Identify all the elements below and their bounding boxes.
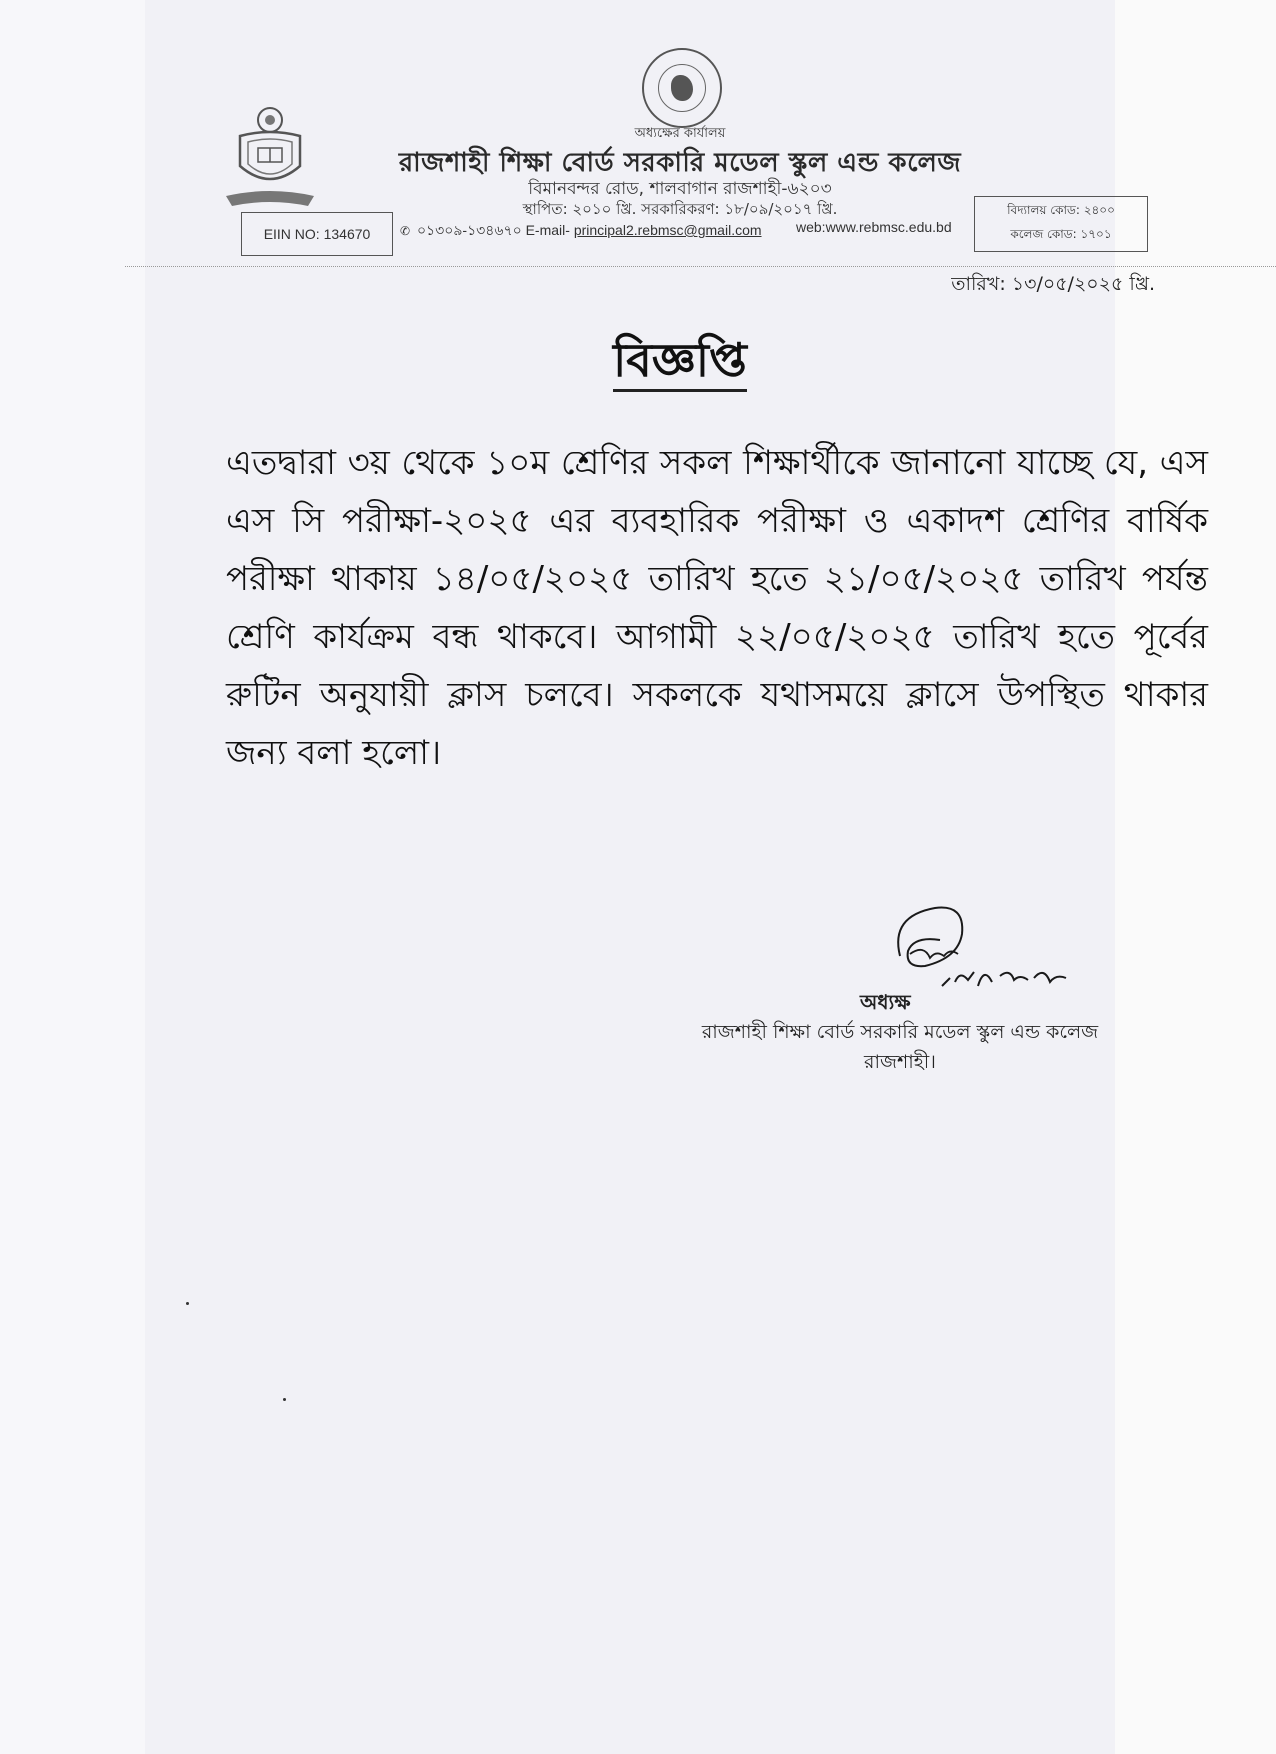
notice-body: এতদ্বারা ৩য় থেকে ১০ম শ্রেণির সকল শিক্ষার্থীকে জানানো যাচ্ছে যে, এস এস সি পরীক্ষা-২০২৫ এর ব্যবহারিক পরীক্ষা ও একাদশ শ্রেণির বার্ষিক পরীক্ষা থাকায় ১৪/০৫/২০২৫ তারিখ হতে ২১/০৫/২০২৫ তারিখ পর্যন্ত শ্রেণি কার্যক্রম বন্ধ থাকবে। আগামী ২২/০৫/২০২৫ তারিখ হতে পূর্বের রুটিন অনুযায়ী ক্লাস চলবে। সকলকে যথাসময়ে ক্লাসে উপস্থিত থাকার জন্য বলা হলো।: [226, 443, 1208, 773]
scan-speck: [283, 1398, 286, 1401]
signer-designation: অধ্যক্ষ: [860, 990, 911, 1014]
notice-title: [560, 326, 800, 402]
phone-icon: ✆: [400, 224, 411, 238]
eiin-box: EIIN NO: 134670: [241, 212, 393, 256]
contact-line: [400, 219, 770, 243]
school-code: বিদ্যালয় কোড: ২৪০০: [1007, 203, 1115, 217]
website-link[interactable]: web:www.rebmsc.edu.bd: [796, 219, 952, 235]
phone-number: ০১৩০৯-১৩৪৬৭০: [416, 222, 522, 238]
signer-institution: রাজশাহী শিক্ষা বোর্ড সরকারি মডেল স্কুল এন্ড কলেজ: [701, 1021, 1099, 1043]
office-line: অধ্যক্ষের কার্যালয়: [634, 126, 726, 141]
notice-title-text: বিজ্ঞপ্তি: [613, 333, 747, 392]
signature-date: ১৩/০৫/২০২৫: [965, 981, 971, 982]
established-line: স্থাপিত: ২০১০ খ্রি. সরকারিকরণ: ১৮/০৯/২০১৭ খ্রি.: [522, 200, 838, 218]
signer-city: রাজশাহী।: [864, 1051, 936, 1073]
government-seal-icon: [642, 48, 722, 128]
header-divider: [125, 266, 1276, 267]
email-link[interactable]: principal2.rebmsc@gmail.com: [573, 222, 762, 238]
code-box: [974, 196, 1148, 252]
address-line: বিমানবন্দর রোড, শালবাগান রাজশাহী-৬২০৩: [528, 179, 832, 199]
college-code: কলেজ কোড: ১৭০১: [1010, 227, 1112, 241]
scan-speck: [186, 1302, 189, 1305]
email-prefix: E-mail-: [525, 222, 570, 238]
notice-date: তারিখ: ১৩/০৫/২০২৫ খ্রি.: [951, 273, 1155, 295]
institution-name: রাজশাহী শিক্ষা বোর্ড সরকারি মডেল স্কুল এন্ড কলেজ: [398, 148, 962, 178]
